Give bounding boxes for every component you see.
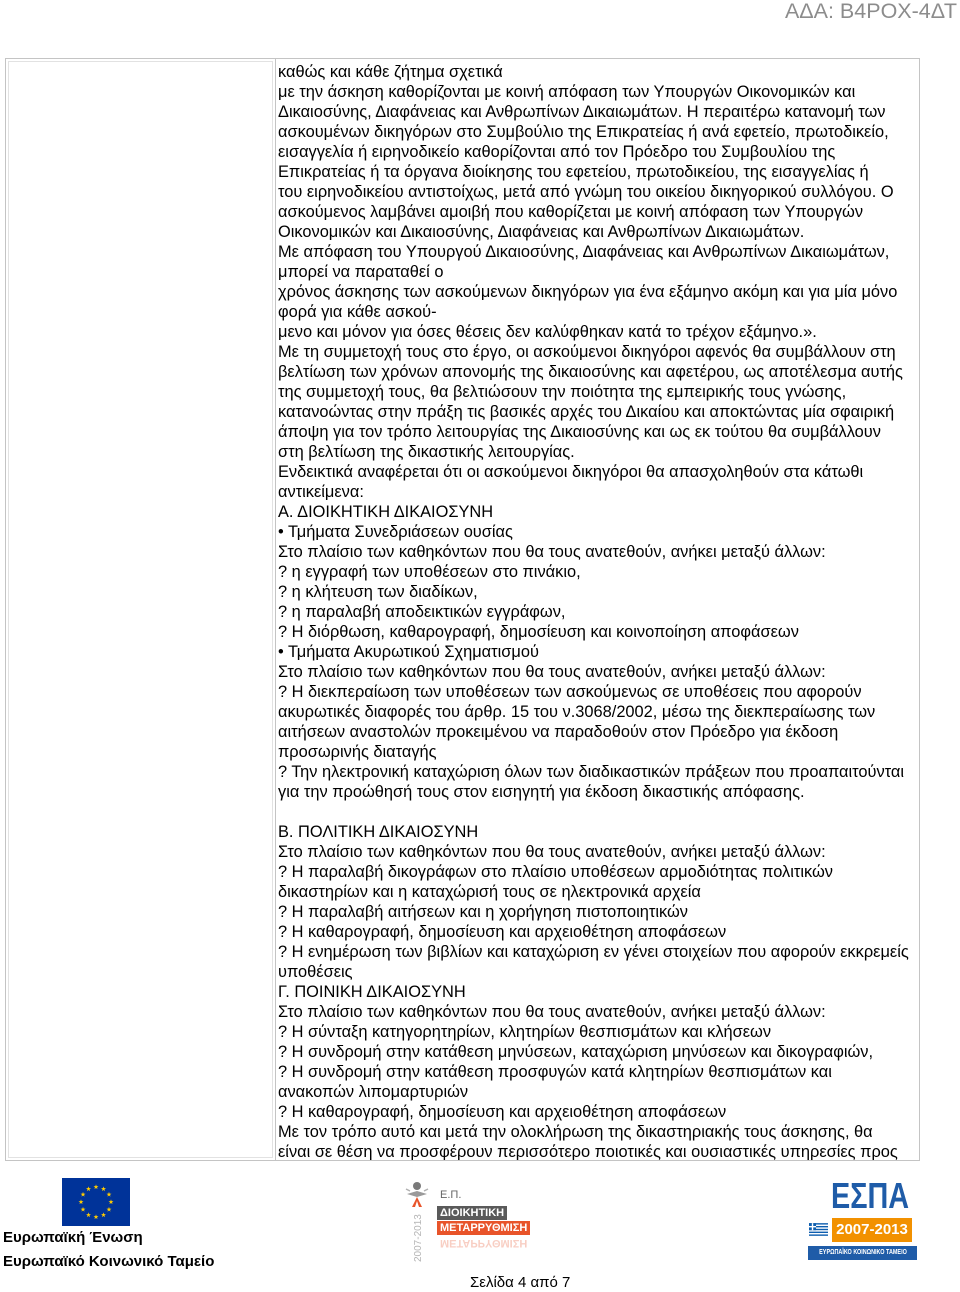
text-line: μπορεί να παραταθεί ο — [278, 263, 444, 281]
list-item: ? Η ενημέρωση των βιβλίων και καταχώριση εν γένει στοιχείων που αφορούν εκκρεμείς — [278, 943, 909, 961]
espa-fund-bar — [808, 1246, 917, 1260]
blank-line — [278, 802, 919, 822]
text-line: βελτίωση των χρόνων απονομής της δικαιοσύνης και αφετέρου, ως αποτέλεσμα αυτής — [278, 363, 903, 381]
text-line: στη βελτίωση της δικαστικής λειτουργίας. — [278, 443, 575, 461]
section-heading-c: Γ. ΠΟΙΝΙΚΗ ΔΙΚΑΙΟΣΥΝΗ — [278, 983, 466, 1001]
ep-word-reform: ΜΕΤΑΡΡΥΘΜΙΣΗ — [437, 1221, 530, 1235]
text-line: Στο πλαίσιο των καθηκόντων που θα τους ανατεθούν, ανήκει μεταξύ άλλων: — [278, 1003, 826, 1021]
text-line: ανακοπών λιπομαρτυριών — [278, 1083, 469, 1101]
text-line: Δικαιοσύνης, Διαφάνειας και Ανθρωπίνων Δικαιωμάτων. Η περαιτέρω κατανομή των — [278, 103, 886, 121]
text-line: φορά για κάθε ασκού- — [278, 303, 437, 321]
text-cell — [278, 62, 919, 1160]
text-line: για την προώθησή τους στον εισηγητή για έκδοση δικαστικής απόφασης. — [278, 783, 805, 801]
ep-administrative-reform-logo — [400, 1176, 545, 1266]
list-item: ? Η συνδρομή στην κατάθεση προσφυγών κατά κλητηρίων θεσπισμάτων και — [278, 1063, 832, 1081]
text-line: Με τη συμμετοχή τους στο έργο, οι ασκούμενοι δικηγόροι αφενός θα συμβάλλουν στη — [278, 343, 896, 361]
list-item: ? Η καθαρογραφή, δημοσίευση και αρχειοθέτηση αποφάσεων — [278, 1103, 727, 1121]
text-line: δικαστηρίων και η καταχώρισή τους σε ηλεκτρονικά αρχεία — [278, 883, 701, 901]
text-line: Με τον τρόπο αυτό και μετά την ολοκλήρωση της δικαστηριακής τους άσκησης, θα — [278, 1123, 873, 1141]
text-line: χρόνος άσκησης των ασκούμενων δικηγόρων για ένα εξάμηνο ακόμη και για μία μόνο — [278, 283, 898, 301]
espa-years: 2007-2013 — [832, 1218, 912, 1242]
list-item: ? η παραλαβή αποδεικτικών εγγράφων, — [278, 603, 566, 621]
list-item: ? η κλήτευση των διαδίκων, — [278, 583, 478, 601]
subsection-heading: • Τμήματα Ακυρωτικού Σχηματισμού — [278, 643, 539, 661]
text-line: Ενδεικτικά αναφέρεται ότι οι ασκούμενοι δικηγόροι θα απασχοληθούν στα κάτωθι — [278, 463, 864, 481]
text-line: Με απόφαση του Υπουργού Δικαιοσύνης, Διαφάνειας και Ανθρωπίνων Δικαιωμάτων, — [278, 243, 890, 261]
espa-name: ΕΣΠΑ — [831, 1175, 910, 1216]
list-item: ? Την ηλεκτρονική καταχώριση όλων των διαδικαστικών πράξεων που προαπαιτούνται — [278, 763, 905, 781]
text-line: εισαγγελία ή ειρηνοδικείο καθορίζονται από τον Πρόεδρο του Συμβουλίου της — [278, 143, 836, 161]
greek-flag-icon — [809, 1222, 828, 1237]
list-item: ? η εγγραφή των υποθέσεων στο πινάκιο, — [278, 563, 581, 581]
list-item: ? Η συνδρομή στην κατάθεση μηνύσεων, καταχώριση μηνύσεων και δικογραφιών, — [278, 1043, 874, 1061]
document-table — [5, 58, 920, 1161]
text-line: Οικονομικών και Δικαιοσύνης, Διαφάνειας και Ανθρωπίνων Δικαιωμάτων. — [278, 223, 805, 241]
list-item: ? Η παραλαβή δικογράφων στο πλαίσιο υποθέσεων αρμοδιότητας πολιτικών — [278, 863, 833, 881]
page-number: Σελίδα 4 από 7 — [470, 1274, 571, 1291]
ep-emblem-icon — [404, 1180, 430, 1208]
list-item: ? Η σύνταξη κατηγορητηρίων, κλητηρίων θεσπισμάτων και κλήσεων — [278, 1023, 772, 1041]
text-line: Στο πλαίσιο των καθηκόντων που θα τους ανατεθούν, ανήκει μεταξύ άλλων: — [278, 543, 826, 561]
left-cell-frame — [8, 61, 273, 1158]
text-line: ακυρωτικές διαφορές του άρθρ. 15 του ν.3068/2002, μέσω της διεκπεραίωσης των — [278, 703, 876, 721]
text-line: υποθέσεις — [278, 963, 353, 981]
text-line: ασκούμενος λαμβάνει αμοιβή που καθορίζεται με κοινή απόφαση των Υπουργών — [278, 203, 864, 221]
ada-code: ΑΔΑ: Β4ΡΟΧ-4ΔΤ — [784, 0, 957, 23]
text-line: προσωρινής διαταγής — [278, 743, 437, 761]
list-item: ? Η διεκπεραίωση των υποθέσεων των ασκούμενως σε υποθέσεις που αφορούν — [278, 683, 862, 701]
text-line: άποψη για τον τρόπο λειτουργίας της Δικαιοσύνης και ως εκ τούτου θα συμβάλλουν — [278, 423, 881, 441]
ep-abbreviation: Ε.Π. — [440, 1189, 462, 1201]
list-item: ? Η διόρθωση, καθαρογραφή, δημοσίευση και κοινοποίηση αποφάσεων — [278, 623, 799, 641]
text-line: είναι σε θέση να προσφέρουν περισσότερο ποιοτικές και ουσιαστικές υπηρεσίες προς — [278, 1143, 898, 1160]
text-line: της συμμετοχή τους, θα βελτιώσουν την ποιότητα της εμπειρικής τους γνώσης, — [278, 383, 847, 401]
subsection-heading: • Τμήματα Συνεδριάσεων ουσίας — [278, 523, 513, 541]
ep-word-reform-reflection: ΜΕΤΑΡΡΥΘΜΙΣΗ — [440, 1237, 528, 1249]
text-line: με την άσκηση καθορίζονται με κοινή απόφαση των Υπουργών Οικονομικών και — [278, 83, 856, 101]
text-line: καθώς και κάθε ζήτημα σχετικά — [278, 63, 503, 81]
text-line: μενο και μόνον για όσες θέσεις δεν καλύφθηκαν κατά το τρέχον εξάμηνο.». — [278, 323, 817, 341]
text-line: αιτήσεων αναστολών προκειμένου να παραδοθούν στον Πρόεδρο για έκδοση — [278, 723, 839, 741]
text-line: Επικρατείας ή τα όργανα διοίκησης του εφετείου, πρωτοδικείου, της εισαγγελίας ή — [278, 163, 869, 181]
text-line: του ειρηνοδικείου αντιστοίχως, μετά από γνώμη του οικείου δικηγορικού συλλόγου. Ο — [278, 183, 894, 201]
text-line: Στο πλαίσιο των καθηκόντων που θα τους ανατεθούν, ανήκει μεταξύ άλλων: — [278, 663, 826, 681]
list-item: ? Η παραλαβή αιτήσεων και η χορήγηση πιστοποιητικών — [278, 903, 689, 921]
text-line: αντικείμενα: — [278, 483, 364, 501]
left-empty-cell — [6, 59, 276, 1160]
eu-flag-icon — [62, 1178, 130, 1226]
section-heading-a: Α. ΔΙΟΙΚΗΤΙΚΗ ΔΙΚΑΙΟΣΥΝΗ — [278, 503, 494, 521]
espa-logo — [805, 1175, 917, 1266]
esf-label: Ευρωπαϊκό Κοινωνικό Ταμείο — [3, 1253, 215, 1270]
ep-years-vertical: 2007-2013 — [413, 1214, 424, 1262]
eu-union-label: Ευρωπαϊκή Ένωση — [3, 1229, 143, 1246]
ep-word-administrative: ΔΙΟΙΚΗΤΙΚΗ — [437, 1206, 507, 1220]
espa-fund-label: ΕΥΡΩΠΑΪΚΟ ΚΟΙΝΩΝΙΚΟ ΤΑΜΕΙΟ — [818, 1249, 907, 1256]
text-line: Στο πλαίσιο των καθηκόντων που θα τους ανατεθούν, ανήκει μεταξύ άλλων: — [278, 843, 826, 861]
list-item: ? Η καθαρογραφή, δημοσίευση και αρχειοθέτηση αποφάσεων — [278, 923, 727, 941]
text-line: κατανοώντας στην πράξη τις βασικές αρχές του Δικαίου και αποκτώντας μία σφαιρική — [278, 403, 895, 421]
section-heading-b: Β. ΠΟΛΙΤΙΚΗ ΔΙΚΑΙΟΣΥΝΗ — [278, 823, 479, 841]
text-line: ασκουμένων δικηγόρων στο Συμβούλιο της Επικρατείας ή ανά εφετείο, πρωτοδικείο, — [278, 123, 889, 141]
